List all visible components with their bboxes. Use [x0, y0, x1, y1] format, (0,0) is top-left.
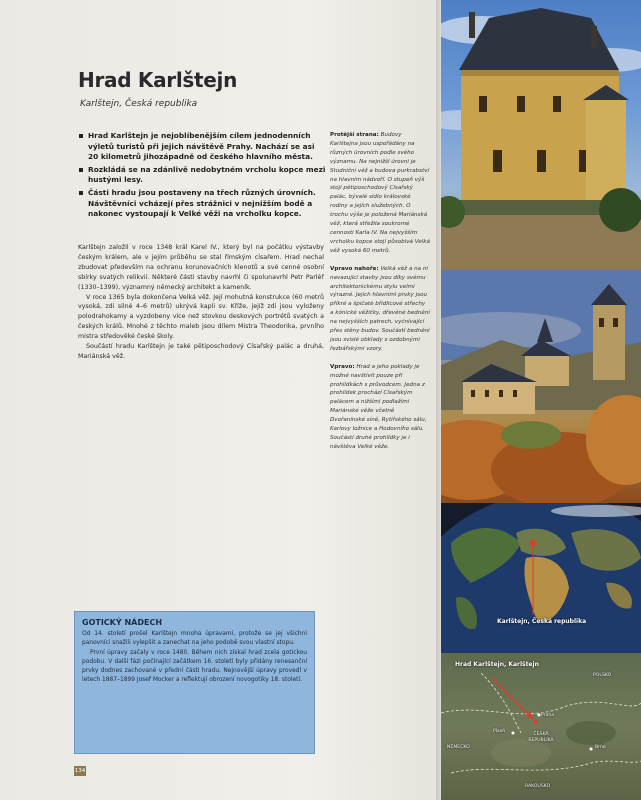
- caption-item: [330, 363, 430, 452]
- caption-label: Vpravo nahoře:: [330, 265, 379, 272]
- caption-item: [330, 265, 430, 354]
- box-paragraph: Od 14. století prošel Karlštejn mnoha úpravami, protože se jej všichni panovníci snažili vylepšit a zanechat na jeho podobě svou vlastní stopu.: [82, 631, 307, 646]
- map-label-germany: NĚMECKO: [447, 745, 470, 750]
- map-label-austria: RAKOUSKO: [525, 784, 551, 789]
- body-paragraph: Karlštejn založil v roce 1348 král Karel IV., který byl na počátku výstavby českým králem, ale v jejím průběhu se stal římským císařem. Hrad nechal zbudovat především na ochranu korunovačních klenotů a své cenné osobní sbírky svatých relikvií. Některé části stavby navrhl či spolunavrhl Petr Parléř (1330–1399), významný německý architekt a kameník.: [78, 244, 324, 291]
- gothic-touch-box: [74, 611, 315, 754]
- caption-label: Protější strana:: [330, 132, 379, 138]
- map-label-czech: ČESKÁ REPUBLIKA: [528, 732, 554, 743]
- article-body: [78, 243, 324, 362]
- box-title: GOTICKÝ NÁDECH: [82, 618, 163, 627]
- photo-captions-column: [330, 131, 430, 461]
- map-label-praha: Praha: [541, 713, 555, 718]
- caption-text: Hrad a jeho poklady je možné navštívit pouze při prohlídkách s průvodcem. Jedna z prohlídek prochází Císařským palácem a nižšími podlažími Mariánské věže včetně Dvořanínské síně, Rytířského sálu, Karlovy ložnice a Hodovního sálu. Součástí druhé prohlídky je i návštěva Velké věže.: [330, 363, 427, 450]
- key-fact-item: Hrad Karlštejn je nejoblíbenějším cílem jednodenních výletů turistů při jejich návštěvě Prahy. Nachází se asi 20 kilometrů jihozápadně od českého hlavního města.: [78, 131, 326, 163]
- caption-text: Velká věž a na ni navazující stavby jsou díky svému architektonickému stylu velmi výrazné. Jejich hlavními prvky jsou příkré a špičaté břidlicové střechy a kónické věžičky, dřevěné bednění na nejvyšších patrech, vyčnívající přes stěny budov. Součástí bednění jsou svislé obklady s ozdobnými řezbářskými vzory.: [330, 265, 430, 352]
- key-fact-item: Rozkládá se na zdánlivě nedobytném vrcholu kopce mezi hustými lesy.: [78, 165, 326, 186]
- page-title: Hrad Karlštejn: [78, 68, 238, 92]
- globe-caption: Karlštejn, Česká republika: [497, 618, 587, 625]
- great-tower-photo: [441, 0, 641, 270]
- key-fact-item: Části hradu jsou postaveny na třech různých úrovních. Návštěvníci vcházejí přes strážnici v nejnižším bodě a nakonec vystoupají k Velké věži na vrcholku kopce.: [78, 188, 326, 220]
- caption-item: [330, 131, 430, 256]
- body-paragraph: V roce 1365 byla dokončena Velká věž. Její mohutná konstrukce (60 metrů vysoká, zdi silné 4–6 metrů) ukrývá kapli sv. Kříže, jejíž zdi jsou vyloženy polodrahokamy a vyzdobeny více než stovkou deskových portrétů svatých a českých králů. Mnohé z těchto maleb jsou dílem Mistra Theodorika, prvního mistra středověké české školy.: [78, 293, 324, 341]
- satellite-map-photo: [441, 653, 641, 800]
- castle-panorama-illustration: [441, 270, 641, 503]
- body-paragraph: Součástí hradu Karlštejn je také pětiposchodový Císařský palác a druhá, Mariánská věž.: [78, 343, 324, 360]
- map-title: Hrad Karlštejn, Karlštejn: [455, 661, 539, 668]
- page-subtitle: Karlštejn, Česká republika: [80, 99, 198, 109]
- globe-illustration: [441, 503, 641, 653]
- page-number: 134: [74, 768, 86, 774]
- caption-label: Vpravo:: [330, 363, 355, 370]
- map-label-poland: POLSKO: [593, 673, 612, 678]
- globe-map-photo: [441, 503, 641, 653]
- map-label-plzen: Plzeň: [493, 729, 506, 734]
- caption-text: Budovy Karlštejna jsou uspořádány na různých úrovních podle svého významu. Na nejnižší úrovni je Studniční věž a budova purkrabství na hlavním nádvoří. O stupeň výš stojí pětiposchodový Císařský palác, bývalé sídlo královské rodiny a jejích služebných. O trochu výše je položená Mariánská věž, která střežila soukromé cennosti Karla IV. Na nejvyšším vrcholku kopce stojí působivá Velká věž vysoká 60 metrů.: [330, 132, 430, 254]
- box-paragraph: První úpravy začaly v roce 1480. Během nich získal hrad zcela gotickou podobu. V další fázi počínající začátkem 16. století byly přidány renesanční prvky dodnes zachované v přední části hradu. Nejnovější úpravy provedl v letech 1887–1899 Josef Mocker a reflektují obrození novogotiky 18. století.: [82, 650, 307, 683]
- map-label-brno: Brno: [595, 745, 606, 750]
- great-tower-illustration: [441, 0, 641, 270]
- key-facts-list: [78, 131, 326, 222]
- castle-panorama-photo: [441, 270, 641, 503]
